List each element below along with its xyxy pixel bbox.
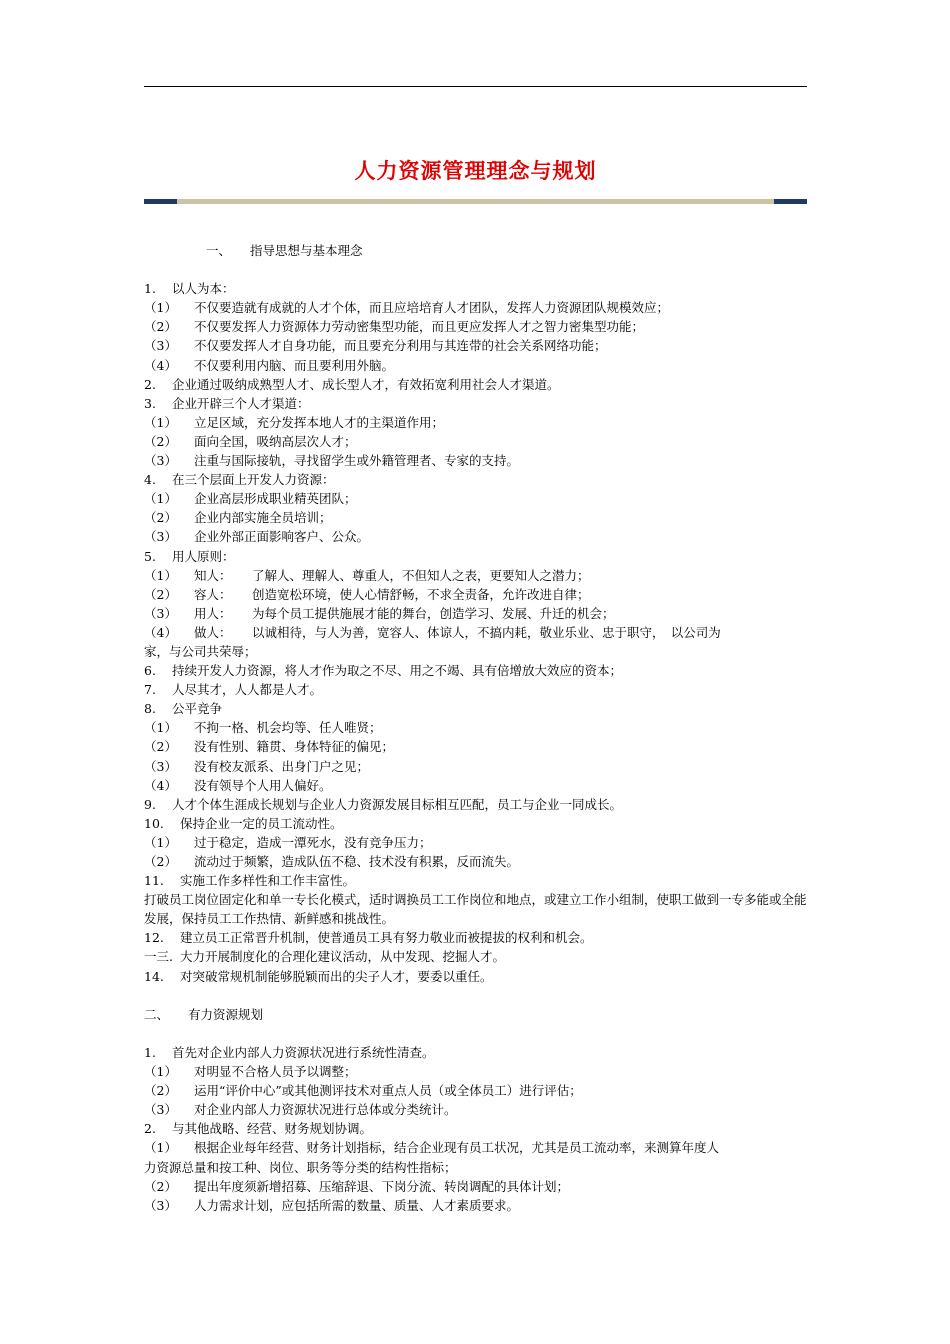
sub-item: [144, 757, 807, 776]
sub-item-number: （3）: [144, 605, 177, 621]
title-underline-bar: [144, 199, 807, 204]
sub-item: [144, 1196, 807, 1215]
sub-item-number: （3）: [144, 338, 177, 354]
item-text: 用人原则：: [172, 548, 235, 564]
sub-item: [144, 623, 807, 642]
bar-segment-right: [774, 199, 807, 204]
list-item: [144, 279, 807, 298]
item-text: 根据企业每年经营、财务计划指标，结合企业现有员工状况，尤其是员工流动率，来测算年度人: [194, 1140, 720, 1156]
sub-item-number: （3）: [144, 758, 177, 774]
sub-item-number: （3）: [144, 453, 177, 469]
item-number: 4.: [144, 472, 156, 488]
list-item: [144, 375, 807, 394]
section-title: 有力资源规划: [188, 1006, 264, 1022]
item-text: 人尽其才，人人都是人才。: [172, 682, 323, 698]
sub-item: [144, 833, 807, 852]
sub-item-number: （2）: [144, 510, 177, 526]
list-item: [144, 1043, 807, 1062]
sub-item: [144, 356, 807, 375]
item-text: 以人为本：: [172, 281, 235, 297]
item-text: 没有领导个人用人偏好。: [194, 777, 332, 793]
list-item: [144, 470, 807, 489]
sub-item: [144, 527, 807, 546]
section-heading-1: [144, 241, 807, 260]
sub-item-number: （1）: [144, 1140, 177, 1156]
list-item: [144, 680, 807, 699]
item-text: 对企业内部人力资源状况进行总体或分类统计。: [194, 1102, 457, 1118]
item-text: 持续开发人力资源，将人才作为取之不尽、用之不竭、具有倍增放大效应的资本；: [172, 663, 623, 679]
sub-item: [144, 1081, 807, 1100]
sub-item-number: （1）: [144, 567, 177, 583]
item-number: 14.: [144, 968, 164, 984]
list-item: [144, 928, 807, 947]
sub-item: [144, 776, 807, 795]
item-text: 企业高层形成职业精英团队；: [194, 491, 357, 507]
item-text: 过于稳定，造成一潭死水，没有竞争压力；: [194, 834, 432, 850]
item-number: 7.: [144, 682, 156, 698]
item-text: 保持企业一定的员工流动性。: [180, 815, 343, 831]
list-item: [144, 814, 807, 833]
section-number: 一、: [206, 243, 232, 258]
section-heading-2: [144, 1005, 807, 1024]
header-rule: [144, 86, 807, 87]
sub-item-number: （1）: [144, 491, 177, 507]
item-text: 没有性别、籍贯、身体特征的偏见；: [194, 739, 395, 755]
list-item: [144, 699, 807, 718]
sub-item-number: （1）: [144, 300, 177, 316]
sub-item: [144, 852, 807, 871]
document-body: [144, 241, 807, 1215]
sub-item-number: （3）: [144, 529, 177, 545]
section-number: 二、: [144, 1006, 170, 1022]
item-text: 不仅要发挥人才自身功能，而且要充分利用与其连带的社会关系网络功能；: [194, 338, 607, 354]
sub-item-number: （1）: [144, 834, 177, 850]
item-number: 5.: [144, 548, 156, 564]
sub-item-number: （4）: [144, 777, 177, 793]
sub-item-number: （3）: [144, 1102, 177, 1118]
item-text: 企业内部实施全员培训；: [194, 510, 332, 526]
sub-item: [144, 508, 807, 527]
item-text: 企业通过吸纳成熟型人才、成长型人才，有效拓宽利用社会人才渠道。: [172, 376, 560, 392]
document-title: 人力资源管理理念与规划: [354, 159, 597, 183]
item-text: 了解人、理解人、尊重人，不但知人之表，更要知人之潜力；: [252, 567, 590, 583]
item-text: 对突破常规机制能够脱颖而出的尖子人才，要委以重任。: [180, 968, 493, 984]
sub-item: [144, 489, 807, 508]
sub-item-number: （2）: [144, 1178, 177, 1194]
item-text: 家，与公司共荣辱；: [144, 643, 257, 659]
principle-keyword: 做人：: [194, 624, 232, 640]
sub-item-number: （1）: [144, 720, 177, 736]
item-number: 8.: [144, 701, 156, 717]
sub-item-number: （2）: [144, 739, 177, 755]
sub-item-number: （4）: [144, 624, 177, 640]
spacer: [144, 260, 807, 279]
list-item: [144, 547, 807, 566]
item-text: 人才个体生涯成长规划与企业人力资源发展目标相互匹配，员工与企业一同成长。: [172, 796, 623, 812]
item-text: 不仅要发挥人力资源体力劳动密集型功能，而且更应发挥人才之智力密集型功能；: [194, 319, 645, 335]
item-text: 企业外部正面影响客户、公众。: [194, 529, 370, 545]
list-item: [144, 795, 807, 814]
item-number: 12.: [144, 930, 164, 946]
sub-item: [144, 718, 807, 737]
sub-item-number: （2）: [144, 586, 177, 602]
sub-item: [144, 737, 807, 756]
principle-keyword: 用人：: [194, 605, 232, 621]
list-item: [144, 661, 807, 680]
sub-item: [144, 1062, 807, 1081]
list-item: [144, 967, 807, 986]
item-number: 1.: [144, 1044, 156, 1060]
sub-item-number: （2）: [144, 433, 177, 449]
item-text: 流动过于频繁，造成队伍不稳、技术没有积累，反而流失。: [194, 854, 520, 869]
item-text: 在三个层面上开发人力资源：: [172, 472, 335, 488]
item-text: 对明显不合格人员予以调整；: [194, 1064, 357, 1080]
list-item: [144, 1119, 807, 1138]
principle-keyword: 容人：: [194, 586, 232, 602]
list-item: [144, 947, 807, 966]
item-number: 3.: [144, 395, 156, 411]
sub-item: [144, 336, 807, 355]
paragraph-text: 打破员工岗位固定化和单一专长化模式，适时调换员工工作岗位和地点，或建立工作小组制，使职工做到一专多能或全能发展，保持员工工作热情、新鲜感和挑战性。: [144, 892, 807, 927]
item-text: 立足区域，充分发挥本地人才的主渠道作用；: [194, 414, 445, 430]
sub-item: [144, 1100, 807, 1119]
sub-item: [144, 585, 807, 604]
item-number: 11.: [144, 873, 164, 889]
item-number: 2.: [144, 376, 156, 392]
spacer: [144, 986, 807, 1005]
item-number: 2.: [144, 1121, 156, 1137]
spacer: [144, 1024, 807, 1043]
item-number: 9.: [144, 796, 156, 812]
item-text: 人力需求计划，应包括所需的数量、质量、人才素质要求。: [194, 1197, 520, 1213]
sub-item: [144, 566, 807, 585]
bar-segment-middle: [177, 199, 774, 204]
paragraph-line: [144, 890, 807, 928]
list-item: [144, 871, 807, 890]
item-text: 不拘一格、机会均等、任人唯贤；: [194, 720, 382, 736]
item-text: 实施工作多样性和工作丰富性。: [180, 873, 356, 889]
sub-item-number: （4）: [144, 357, 177, 373]
sub-item: [144, 604, 807, 623]
item-text: 首先对企业内部人力资源状况进行系统性清查。: [172, 1044, 435, 1060]
item-text: 创造宽松环境，使人心情舒畅，不求全责备，允许改进自律；: [252, 586, 590, 602]
sub-item: [144, 1177, 807, 1196]
item-text: 以诚相待，与人为善，宽容人、体谅人，不搞内耗，敬业乐业、忠于职守， 以公司为: [252, 624, 721, 640]
item-text: 不仅要造就有成就的人才个体，而且应培培育人才团队，发挥人力资源团队规模效应；: [194, 300, 670, 316]
item-text: 与其他战略、经营、财务规划协调。: [172, 1121, 373, 1137]
item-text: 为每个员工提供施展才能的舞台，创造学习、发展、升迁的机会；: [252, 605, 615, 621]
item-text: 企业开辟三个人才渠道：: [172, 395, 310, 411]
sub-item-number: （1）: [144, 1064, 177, 1080]
sub-item: [144, 298, 807, 317]
sub-item-number: （2）: [144, 1083, 177, 1099]
item-number: 1.: [144, 281, 156, 297]
item-number: 一三.: [144, 949, 173, 965]
item-text: 面向全国，吸纳高层次人才；: [194, 433, 357, 449]
sub-item-number: （3）: [144, 1197, 177, 1213]
principle-keyword: 知人：: [194, 567, 232, 583]
item-text: 公平竞争: [172, 701, 223, 717]
item-text: 大力开展制度化的合理化建议活动，从中发现、挖掘人才。: [180, 949, 506, 965]
sub-item-number: （1）: [144, 414, 177, 430]
section-2-content: [144, 1043, 807, 1215]
sub-item-number: （2）: [144, 319, 177, 335]
sub-item: [144, 451, 807, 470]
section-title: 指导思想与基本理念: [250, 243, 363, 258]
list-item: [144, 394, 807, 413]
item-text: 建立员工正常晋升机制，使普通员工具有努力敬业而被提拔的权利和机会。: [180, 930, 593, 946]
item-text: 力资源总量和按工种、岗位、职务等分类的结构性指标；: [144, 1159, 457, 1175]
section-1-content: [144, 279, 807, 985]
sub-item-number: （2）: [144, 854, 177, 869]
sub-item: [144, 432, 807, 451]
sub-item: [144, 1138, 807, 1157]
item-text: 运用“评价中心”或其他测评技术对重点人员（或全体员工）进行评估；: [194, 1083, 582, 1099]
item-text: 没有校友派系、出身门户之见；: [194, 758, 370, 774]
item-text: 不仅要利用内脑、而且要利用外脑。: [194, 357, 395, 373]
item-continuation: [144, 1158, 807, 1177]
bar-segment-left: [144, 199, 177, 204]
item-text: 注重与国际接轨，寻找留学生或外籍管理者、专家的支持。: [194, 453, 520, 469]
item-text: 提出年度须新增招募、压缩辞退、下岗分流、转岗调配的具体计划；: [194, 1178, 570, 1194]
item-number: 10.: [144, 815, 164, 831]
item-number: 6.: [144, 663, 156, 679]
item-continuation: [144, 642, 807, 661]
sub-item: [144, 413, 807, 432]
sub-item: [144, 317, 807, 336]
